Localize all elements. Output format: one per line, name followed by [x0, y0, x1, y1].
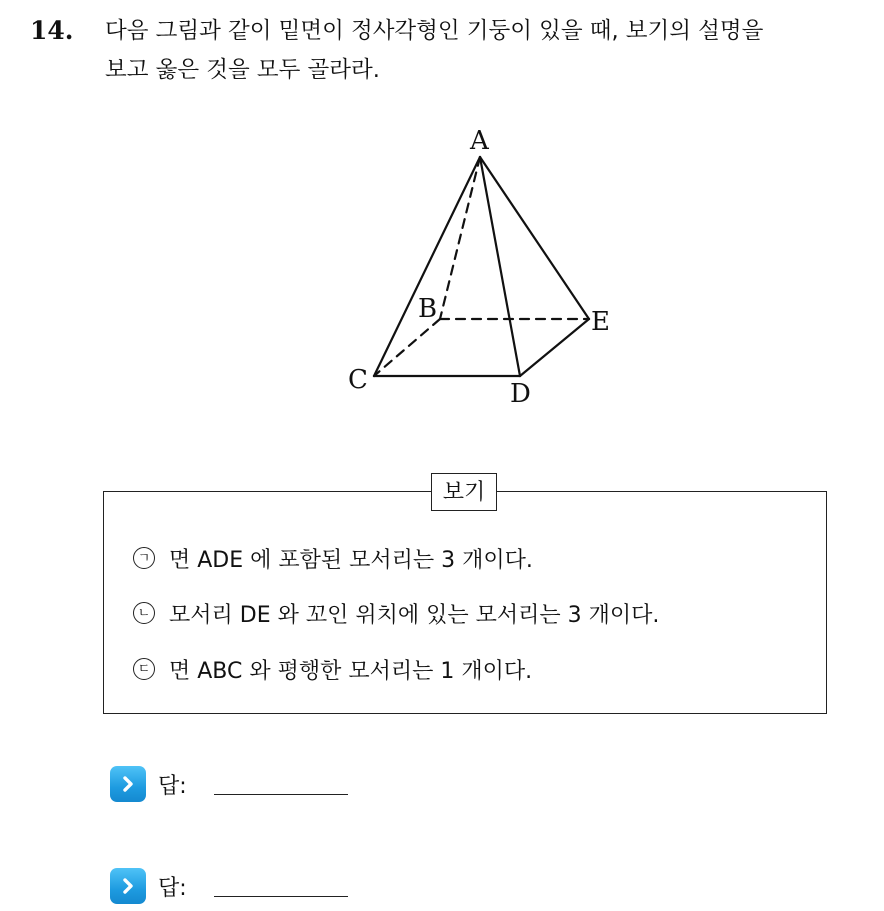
question-text-line: 다음 그림과 같이 밑면이 정사각형인 기둥이 있을 때, 보기의 설명을 [105, 18, 764, 44]
chevron-right-icon [110, 868, 146, 904]
statement-text: 면 ADE 에 포함된 모서리는 3 개이다. [169, 547, 533, 573]
vertex-label-B: B [418, 294, 438, 324]
vertex-label-E: E [591, 307, 610, 337]
bogi-statement [133, 652, 532, 686]
edge-AE [480, 157, 589, 319]
question-text-line: 보고 옳은 것을 모두 골라라. [105, 57, 380, 83]
bogi-title: 보기 [431, 473, 497, 511]
answer-label: 답: [158, 875, 187, 901]
statement-marker: ㄱ [133, 547, 155, 569]
bogi-statement [133, 596, 659, 630]
answer-label: 답: [158, 773, 187, 799]
answer-blank[interactable] [214, 896, 348, 897]
answer-row [110, 764, 187, 804]
statement-text: 면 ABC 와 평행한 모서리는 1 개이다. [169, 658, 533, 684]
edge-BC-hidden [374, 319, 440, 376]
question-number: 14. [30, 16, 74, 45]
bogi-statement [133, 541, 533, 575]
answer-row [110, 866, 187, 906]
vertex-label-C: C [348, 365, 368, 395]
vertex-label-D: D [510, 379, 531, 409]
edge-AD [480, 157, 520, 376]
answer-blank[interactable] [214, 794, 348, 795]
chevron-right-icon [110, 766, 146, 802]
vertex-label-A: A [470, 126, 489, 156]
pyramid-figure [0, 0, 884, 440]
statement-marker: ㄷ [133, 658, 155, 680]
edge-AC [374, 157, 480, 376]
statement-marker: ㄴ [133, 602, 155, 624]
statement-text: 모서리 DE 와 꼬인 위치에 있는 모서리는 3 개이다. [169, 602, 660, 628]
edge-AB-hidden [440, 157, 480, 319]
edge-DE [520, 319, 589, 376]
